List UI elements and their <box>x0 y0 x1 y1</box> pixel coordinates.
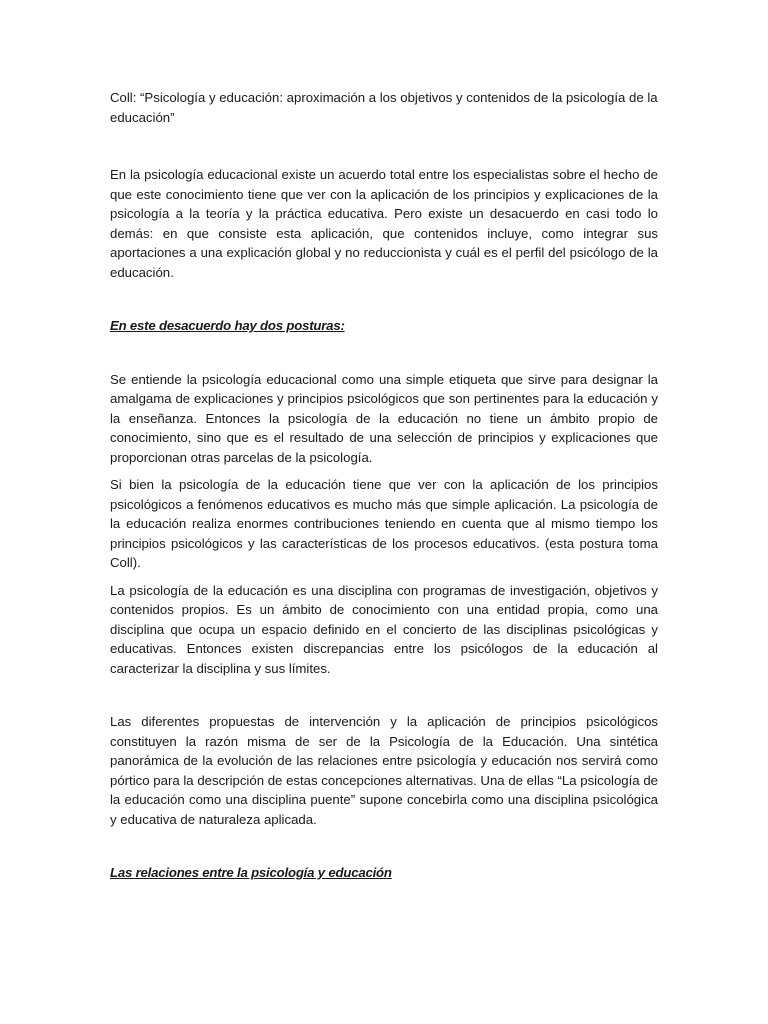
citation-title: Coll: “Psicología y educación: aproximación a los objetivos y contenidos de la psicología de la educación” <box>110 90 658 125</box>
document-page <box>110 88 658 883</box>
paragraph-discipline: La psicología de la educación es una disciplina con programas de investigación, objetivos y contenidos propios. Es un ámbito de conocimiento con una entidad propia, como una disciplina que ocupa un espacio definido en el concierto de las disciplinas psicológicas y educativas. Entonces existen discrepancias entre los psicólogos de la educación al caracterizar la disciplina y sus límites. <box>110 582 658 676</box>
section-heading-postures: En este desacuerdo hay dos posturas: <box>110 318 345 333</box>
paragraph-posture-1: Se entiende la psicología educacional como una simple etiqueta que sirve para designar la amalgama de explicaciones y principios psicológicos que son pertinentes para la educación y la enseñanza. Entonces la psicología de la educación no tiene un ámbito propio de conocimiento, sino que es el resultado de una selección de principios y explicaciones que proporcionan otras parcelas de la psicología. <box>110 371 658 465</box>
paragraph-posture-2: Si bien la psicología de la educación tiene que ver con la aplicación de los principios psicológicos a fenómenos educativos es mucho más que simple aplicación. La psicología de la educación realiza enormes contribuciones teniendo en cuenta que al mismo tiempo los principios psicológicos y las características de los procesos educativos. (esta postura toma Coll). <box>110 477 658 570</box>
intro-paragraph: En la psicología educacional existe un acuerdo total entre los especialistas sobre el hecho de que este conocimiento tiene que ver con la aplicación de los principios y explicaciones de la psicología a la teoría y la práctica educativa. Pero existe un desacuerdo en casi todo lo demás: en que consiste esta aplicación, que contenidos incluye, como integrar sus aportaciones a una explicación global y no reduccionista y cuál es el perfil del psicólogo de la educación. <box>110 167 658 280</box>
section-heading-relations: Las relaciones entre la psicología y educación <box>110 865 392 880</box>
paragraph-interventions: Las diferentes propuestas de intervención y la aplicación de principios psicológicos constituyen la razón misma de ser de la Psicología de la Educación. Una sintética panorámica de la evolución de las relaciones entre psicología y educación nos servirá como pórtico para la descripción de estas concepciones alternativas. Una de ellas “La psicología de la educación como una disciplina puente” supone concebirla como una disciplina psicológica y educativa de naturaleza aplicada. <box>110 714 658 827</box>
